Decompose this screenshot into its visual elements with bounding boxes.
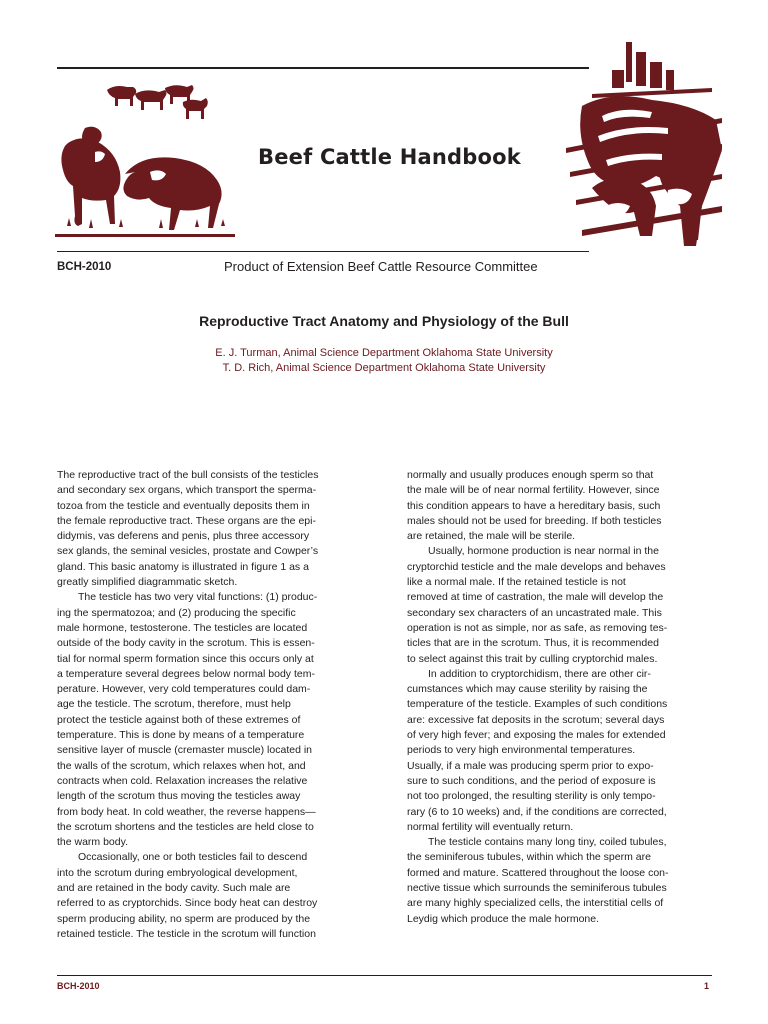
body-text-line: formed and mature. Scattered throughout the loose con- — [407, 866, 669, 879]
body-text-line: operation is not as simple, nor as safe, as removing tes- — [407, 621, 668, 634]
body-text-line: Occasionally, one or both testicles fail to descend — [78, 851, 308, 864]
body-text-line: male hormone, testosterone. The testicles are located — [57, 621, 308, 634]
body-text-line: outside of the body cavity in the scrotum. This is essen- — [57, 637, 315, 650]
body-text-line: the scrotum shortens and the testicles are held close to — [57, 820, 314, 833]
body-text-line: the male will be of near normal fertility. However, since — [407, 484, 660, 497]
body-text-line: not too prolonged, the resulting sterility is only tempo- — [407, 790, 656, 803]
body-text-line: are: excessive fat deposits in the scrotum; several days — [407, 713, 665, 726]
body-text-line: ticles that are in the scrotum. Thus, it is recommended — [407, 637, 659, 650]
body-text-line: rary (6 to 10 weeks) and, if the conditions are corrected, — [407, 805, 667, 818]
body-text-line: perature. However, very cold temperatures could dam- — [57, 683, 311, 696]
body-text-line: sensitive layer of muscle (cremaster muscle) located in — [57, 744, 313, 757]
committee-line: Product of Extension Beef Cattle Resource Committee — [224, 259, 538, 274]
body-text-line: a temperature several degrees below normal body tem- — [57, 667, 315, 680]
body-text-line: age the testicle. The scrotum, therefore, must help — [57, 698, 291, 711]
body-text-line: sex glands, the seminal vesicles, prostate and Cowper’s — [57, 545, 319, 558]
body-text-line: length of the scrotum thus moving the testicles away — [57, 790, 301, 803]
cattle-herd-illustration — [55, 76, 235, 246]
body-text-line: temperature. This is done by means of a temperature — [57, 729, 305, 742]
body-text-line: The testicle has two very vital functions: (1) produc- — [78, 591, 318, 604]
body-text-line: greatly simplified diagrammatic sketch. — [57, 576, 238, 589]
body-text-line: tozoa from the testicle and eventually deposits them in — [57, 499, 310, 512]
body-text-line: tial for normal sperm formation since this occurs only at — [57, 652, 314, 665]
body-text-line: temperature of the testicle. Examples of such conditions — [407, 698, 668, 711]
body-text-line: nective tissue which surrounds the seminiferous tubules — [407, 882, 667, 895]
body-text-line: and are retained in the body cavity. Such male are — [57, 882, 291, 895]
body-text-line: contracts when cold. Relaxation increases the relative — [57, 774, 308, 787]
body-text-line: cumstances which may cause sterility by raising the — [407, 683, 648, 696]
body-text-line: normal fertility will eventually return. — [407, 820, 574, 833]
feedlot-cattle-illustration — [562, 40, 722, 258]
body-text-line: Usually, hormone production is near normal in the — [428, 545, 659, 558]
author-line: E. J. Turman, Animal Science Department Oklahoma State University — [215, 347, 553, 359]
body-text-line: periods to very high environmental temperatures. — [407, 744, 636, 757]
body-column-right — [407, 468, 707, 927]
footer-rule — [57, 975, 712, 976]
body-text-line: secondary sex characters of an uncastrated male. This — [407, 606, 662, 619]
body-text-line: cryptorchid testicle and the male develops and behaves — [407, 560, 666, 573]
header-rule — [57, 251, 589, 252]
footer-document-code: BCH-2010 — [57, 981, 100, 991]
body-text-line: Leydig which produce the male hormone. — [407, 912, 600, 925]
body-text-line: the warm body. — [57, 836, 129, 849]
article-title: Reproductive Tract Anatomy and Physiology of the Bull — [199, 313, 569, 329]
page-number: 1 — [704, 981, 710, 991]
body-column-left — [57, 468, 357, 942]
body-text-line: this condition appears to have a hereditary basis, such — [407, 499, 661, 512]
body-text-line: Usually, if a male was producing sperm prior to expo- — [407, 759, 654, 772]
body-text-line: sure to such conditions, and the period of exposure is — [407, 774, 656, 787]
body-text-line: retained testicle. The testicle in the scrotum will function — [57, 927, 316, 940]
body-text-line: are many highly specialized cells, the interstitial cells of — [407, 897, 664, 910]
body-text-line: The testicle contains many long tiny, coiled tubules, — [428, 836, 667, 849]
handbook-title: Beef Cattle Handbook — [258, 145, 521, 169]
body-text-line: didymis, vas deferens and penis, plus three accessory — [57, 530, 310, 543]
body-text-line: the walls of the scrotum, which relaxes when hot, and — [57, 759, 306, 772]
body-text-line: into the scrotum during embryological development, — [57, 866, 298, 879]
body-text-line: In addition to cryptorchidism, there are other cir- — [428, 667, 651, 680]
body-text-line: and secondary sex organs, which transport the sperma- — [57, 484, 317, 497]
body-text-line: ing the spermatozoa; and (2) producing the specific — [57, 606, 296, 619]
top-rule — [57, 67, 589, 69]
body-text-line: from body heat. In cold weather, the reverse happens— — [57, 805, 316, 818]
body-text-line: like a normal male. If the retained testicle is not — [407, 576, 626, 589]
body-text-line: gland. This basic anatomy is illustrated in figure 1 as a — [57, 560, 309, 573]
body-text-line: the female reproductive tract. These organs are the epi- — [57, 514, 316, 527]
author-line: T. D. Rich, Animal Science Department Oklahoma State University — [222, 362, 546, 374]
body-text-line: sperm producing ability, no sperm are produced by the — [57, 912, 311, 925]
body-text-line: males should not be used for breeding. If both testicles — [407, 514, 662, 527]
body-text-line: referred to as cryptorchids. Since body heat can destroy — [57, 897, 318, 910]
body-text-line: of very high fever; and exposing the males for extended — [407, 729, 666, 742]
body-text-line: protect the testicle against both of these extremes of — [57, 713, 301, 726]
body-text-line: removed at time of castration, the male will develop the — [407, 591, 664, 604]
body-text-line: the seminiferous tubules, within which the sperm are — [407, 851, 651, 864]
body-text-line: are retained, the male will be sterile. — [407, 530, 576, 543]
body-text-line: The reproductive tract of the bull consists of the testicles — [57, 469, 319, 481]
document-code: BCH-2010 — [57, 261, 112, 273]
body-text-line: normally and usually produces enough sperm so that — [407, 469, 654, 481]
body-text-line: to select against this trait by culling cryptorchid males. — [407, 652, 658, 665]
